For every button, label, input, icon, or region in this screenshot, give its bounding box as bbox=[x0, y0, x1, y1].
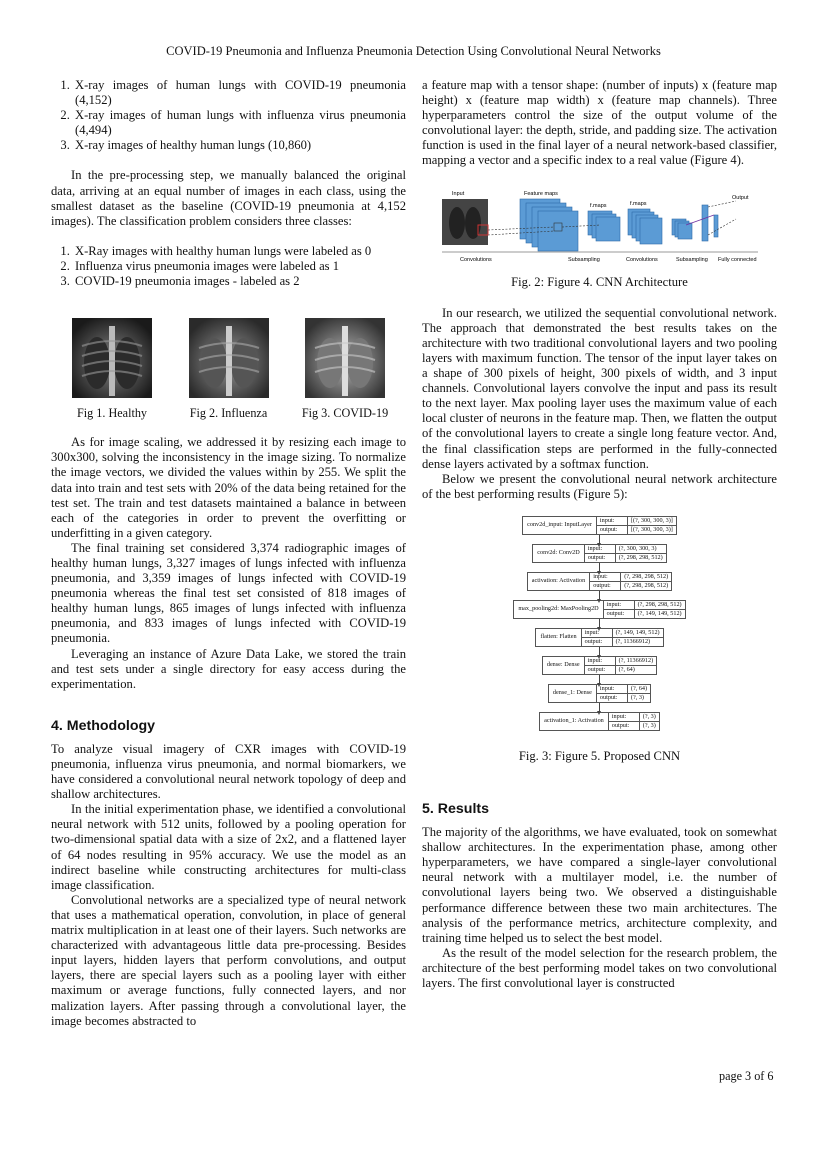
io-output-label: output: bbox=[585, 554, 616, 562]
model-summary-diagram bbox=[422, 516, 777, 731]
layer-name: conv2d_input: InputLayer bbox=[523, 517, 597, 534]
list-item: 2. X-ray images of human lungs with influenza virus pneumonia (4,494) bbox=[73, 108, 406, 138]
cnn-architecture-diagram bbox=[440, 185, 760, 265]
io-input-label: input: bbox=[585, 657, 616, 665]
paragraph-research: In our research, we utilized the sequential convolutional network. The approach that demonstrated the best results takes on the architecture with two traditional convolutional layers and two pooling layers with maximum function. The tensor of the input layer takes on a shape of 300 pixels of height, 300 pixels of width, and 3 input channels. Convolutional layers convolve the input and pass its result to the next layer. Max pooling layer uses the maximum value of each local cluster of neurons in the feature map. Then, we flatten the output of the convolutional layers to create a single long feature vector. And, the final classification steps are performed in the fully-connected dense layers activated by a softmax function. bbox=[422, 305, 777, 471]
io-output-label: output: bbox=[597, 526, 628, 534]
label-subsampling-1: Subsampling bbox=[567, 256, 600, 263]
io-output-label: output: bbox=[604, 610, 635, 618]
io-output-label: output: bbox=[597, 694, 628, 702]
cnn-architecture-figure bbox=[440, 185, 760, 265]
layer-input-shape: (?, 64) bbox=[630, 684, 648, 692]
layer-connector-arrow bbox=[599, 703, 600, 712]
model-layer-box bbox=[522, 516, 677, 535]
io-input-label: input: bbox=[585, 545, 616, 553]
list-item: 2. Influenza virus pneumonia images were labeled as 1 bbox=[73, 259, 406, 274]
layer-name: dense_1: Dense bbox=[549, 685, 597, 702]
layer-connector-arrow bbox=[599, 591, 600, 600]
class-list bbox=[51, 244, 406, 289]
io-output-label: output: bbox=[582, 638, 613, 646]
io-input-label: input: bbox=[604, 601, 635, 609]
layer-output-shape: (?, 3) bbox=[642, 721, 656, 729]
layer-name: activation_1: Activation bbox=[540, 713, 609, 730]
layer-input-shape: (?, 300, 300, 3) bbox=[618, 544, 657, 552]
layer-connector-arrow bbox=[599, 535, 600, 544]
figure-covid bbox=[294, 318, 396, 421]
paragraph-azure: Leveraging an instance of Azure Data Lake, we stored the train and test sets under a single directory for easy access during the experimentation. bbox=[51, 646, 406, 691]
xray-influenza-image bbox=[189, 318, 269, 398]
layer-output-shape: (?, 3) bbox=[630, 693, 644, 701]
figure-caption: Fig 3. COVID-19 bbox=[301, 406, 389, 421]
xray-covid-image bbox=[305, 318, 385, 398]
xray-healthy-image bbox=[72, 318, 152, 398]
label-subsampling-2: Subsampling bbox=[675, 256, 708, 263]
running-header: COVID-19 Pneumonia and Influenza Pneumonia Detection Using Convolutional Neural Networks bbox=[166, 44, 661, 58]
right-column bbox=[422, 78, 777, 991]
label-f-maps-2: f.maps bbox=[629, 200, 647, 207]
section-heading-results: 5. Results bbox=[422, 800, 490, 817]
label-f-maps-1: f.maps bbox=[589, 202, 607, 209]
label-fully-connected: Fully connected bbox=[717, 256, 757, 263]
paragraph-preprocessing: In the pre-processing step, we manually balanced the original data, arriving at an equal number of images in each class, using the smallest dataset as the baseline (COVID-19 pneumonia at 4,152 images). The classification problem considers three classes: bbox=[51, 168, 406, 228]
list-item: 3. X-ray images of healthy human lungs (10,860) bbox=[73, 138, 406, 153]
io-input-label: input: bbox=[582, 629, 613, 637]
layer-input-shape: (?, 149, 149, 512) bbox=[615, 628, 660, 636]
label-output: Output bbox=[731, 194, 749, 201]
io-output-label: output: bbox=[609, 722, 640, 730]
list-item: 1. X-ray images of human lungs with COVID-19 pneumonia (4,152) bbox=[73, 78, 406, 108]
layer-name: activation: Activation bbox=[528, 573, 590, 590]
layer-output-shape: (?, 298, 298, 512) bbox=[618, 553, 663, 561]
io-input-label: input: bbox=[590, 573, 621, 581]
paragraph-results-1: The majority of the algorithms, we have evaluated, took on somewhat shallow architectures. In the experimentation phase, among other hyperparameters, we have compared a single-layer convolutional neural network with a multilayer model, i.e. the number of convolutional layers being two. We observed a distinguishable performance difference between these two main architectures. The analysis of the performance metrics, architecture complexity, and training time helped us to select the best model. bbox=[422, 825, 777, 945]
figure-caption: Fig 1. Healthy bbox=[76, 406, 148, 421]
layer-connector-arrow bbox=[599, 647, 600, 656]
layer-output-shape: (?, 11366912) bbox=[615, 637, 651, 645]
layer-connector-arrow bbox=[599, 619, 600, 628]
layer-input-shape: (?, 298, 298, 512) bbox=[637, 600, 682, 608]
layer-output-shape: (?, 64) bbox=[618, 665, 635, 673]
dataset-list bbox=[51, 78, 406, 153]
layer-input-shape: (?, 3) bbox=[642, 712, 656, 720]
layer-name: conv2d: Conv2D bbox=[533, 545, 584, 562]
left-column bbox=[51, 78, 406, 1029]
paragraph-scaling: As for image scaling, we addressed it by resizing each image to 300x300, solving the inconsistency in the image sizing. To normalize the image vectors, we divided the values within by 255. We split the data into train and test sets with 20% of the data being retained for the test set. The train and test datasets maintained a balance in between each of the categories in order to prevent the overfitting or underfitting in a given category. bbox=[51, 435, 406, 540]
list-item: 3. COVID-19 pneumonia images - labeled as 2 bbox=[73, 274, 406, 289]
io-output-label: output: bbox=[585, 666, 616, 674]
figure-caption-proposed-cnn: Fig. 3: Figure 5. Proposed CNN bbox=[518, 748, 681, 763]
paragraph-method-2: In the initial experimentation phase, we identified a convolutional neural network with 512 units, followed by a pooling operation for two-dimensional spatial data with a size of 2x2, and a flattened layer of 64 nodes resulting in 95% accuracy. We use the model as an indirect baseline while constructing architectures for multi-class image classification. bbox=[51, 802, 406, 892]
io-input-label: input: bbox=[609, 713, 640, 721]
paragraph-below: Below we present the convolutional neural network architecture of the best performing results (Figure 5): bbox=[422, 471, 777, 501]
layer-name: dense: Dense bbox=[543, 657, 585, 674]
io-input-label: input: bbox=[597, 517, 628, 525]
layer-input-shape: (?, 11366912) bbox=[618, 656, 654, 664]
layer-output-shape: (?, 298, 298, 512) bbox=[624, 581, 669, 589]
layer-connector-arrow bbox=[599, 675, 600, 684]
label-input: Input bbox=[451, 190, 464, 197]
io-input-label: input: bbox=[597, 685, 628, 693]
layer-name: flatten: Flatten bbox=[536, 629, 581, 646]
label-feature-maps: Feature maps bbox=[523, 190, 558, 197]
section-heading-methodology: 4. Methodology bbox=[51, 717, 156, 734]
figure-healthy bbox=[61, 318, 163, 421]
layer-input-shape: (?, 298, 298, 512) bbox=[624, 572, 669, 580]
figure-influenza bbox=[178, 318, 280, 421]
xray-figure-row bbox=[51, 318, 406, 421]
io-output-label: output: bbox=[590, 582, 621, 590]
paragraph-training: The final training set considered 3,374 radiographic images of healthy human lungs, 3,327 images of lungs infected with influenza pneumonia, and 3,359 images of lungs infected with COVID-19 pneumonia whereas the final test set consisted of 818 images of healthy human lungs, 865 images of lungs infected with influenza pneumonia, and 833 images of lungs infected with COVID-19 pneumonia. bbox=[51, 540, 406, 646]
paragraph-method-1: To analyze visual imagery of CXR images with COVID-19 pneumonia, influenza virus pneumonia, and normal biomarkers, we have considered a convolutional neural network topology of deep and shallow architectures. bbox=[51, 741, 406, 802]
layer-output-shape: [(?, 300, 300, 3)] bbox=[630, 525, 673, 533]
paragraph-continued: a feature map with a tensor shape: (number of inputs) x (feature map height) x (feature map width) x (feature map channels). Three hyperparameters control the size of the output volume of the convolutional layer: the depth, stride, and padding size. The activation function is used in the final layer of a neural network-based classifier, mapping a vector and a specific index to a real value (Figure 4). bbox=[422, 78, 777, 168]
layer-connector-arrow bbox=[599, 563, 600, 572]
paragraph-method-3: Convolutional networks are a specialized type of neural network that uses a mathematical operation, convolution, in place of general matrix multiplication in at least one of their layers. Such networks are characterized with advantageous little data pre-processing. Besides input layers, hidden layers that perform convolutions, and output layers, there are special layers such as a pooling layer with either maximum or average functions, fully connected layers, and nor malization layers. After passing through a convolutional layer, the image becomes abstracted to bbox=[51, 892, 406, 1028]
layer-name: max_pooling2d: MaxPooling2D bbox=[514, 601, 603, 618]
cnn-input-image bbox=[442, 199, 488, 245]
list-item: 1. X-Ray images with healthy human lungs were labeled as 0 bbox=[73, 244, 406, 259]
paragraph-results-2: As the result of the model selection for the research problem, the architecture of the best performing model takes on two convolutional layers. The first convolutional layer is constructed bbox=[422, 945, 777, 990]
page-number: page 3 of 6 bbox=[719, 1069, 774, 1083]
layer-output-shape: (?, 149, 149, 512) bbox=[637, 609, 682, 617]
label-convolutions-2: Convolutions bbox=[625, 256, 658, 263]
layer-input-shape: [(?, 300, 300, 3)] bbox=[630, 516, 673, 524]
label-convolutions-1: Convolutions bbox=[459, 256, 492, 263]
figure-caption: Fig 2. Influenza bbox=[189, 406, 268, 421]
figure-caption-cnn: Fig. 2: Figure 4. CNN Architecture bbox=[511, 274, 688, 289]
